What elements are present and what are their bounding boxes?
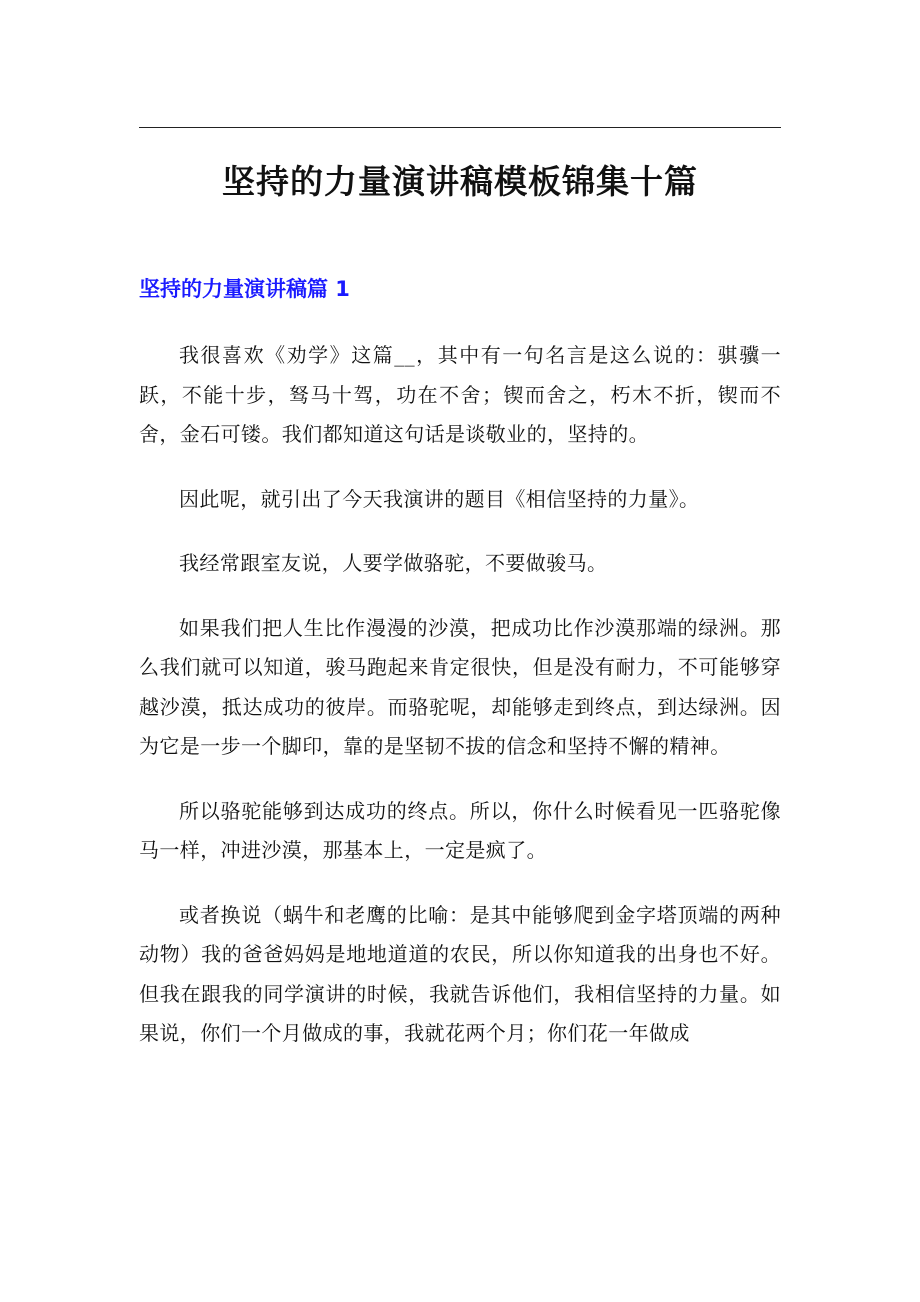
paragraph: 因此呢，就引出了今天我演讲的题目《相信坚持的力量》。 <box>179 486 700 511</box>
section-heading: 坚持的力量演讲稿篇 1 <box>139 277 350 301</box>
paragraph: 所以骆驼能够到达成功的终点。所以，你什么时候看见一匹骆驼像马一样，冲进沙漠，那基本上，一定是疯了。 <box>139 798 781 862</box>
paragraph: 我很喜欢《劝学》这篇__，其中有一句名言是这么说的：骐骥一跃，不能十步，驽马十驾，功在不舍；锲而舍之，朽木不折，锲而不舍，金石可镂。我们都知道这句话是谈敬业的，坚持的。 <box>139 343 781 446</box>
section-body <box>139 336 781 1079</box>
paragraph: 我经常跟室友说，人要学做骆驼，不要做骏马。 <box>179 551 608 575</box>
paragraph: 或者换说（蜗牛和老鹰的比喻：是其中能够爬到金字塔顶端的两种动物）我的爸爸妈妈是地地道道的农民，所以你知道我的出身也不好。但我在跟我的同学演讲的时候，我就告诉他们，我相信坚持的力量。如果说，你们一个月做成的事，我就花两个月；你们花一年做成 <box>139 902 781 1045</box>
document-title: 坚持的力量演讲稿模板锦集十篇 <box>222 162 698 201</box>
header-rule <box>139 127 781 128</box>
paragraph: 如果我们把人生比作漫漫的沙漠，把成功比作沙漠那端的绿洲。那么我们就可以知道，骏马跑起来肯定很快，但是没有耐力，不可能够穿越沙漠，抵达成功的彼岸。而骆驼呢，却能够走到终点，到达绿洲。因为它是一步一个脚印，靠的是坚韧不拔的信念和坚持不懈的精神。 <box>139 615 781 758</box>
